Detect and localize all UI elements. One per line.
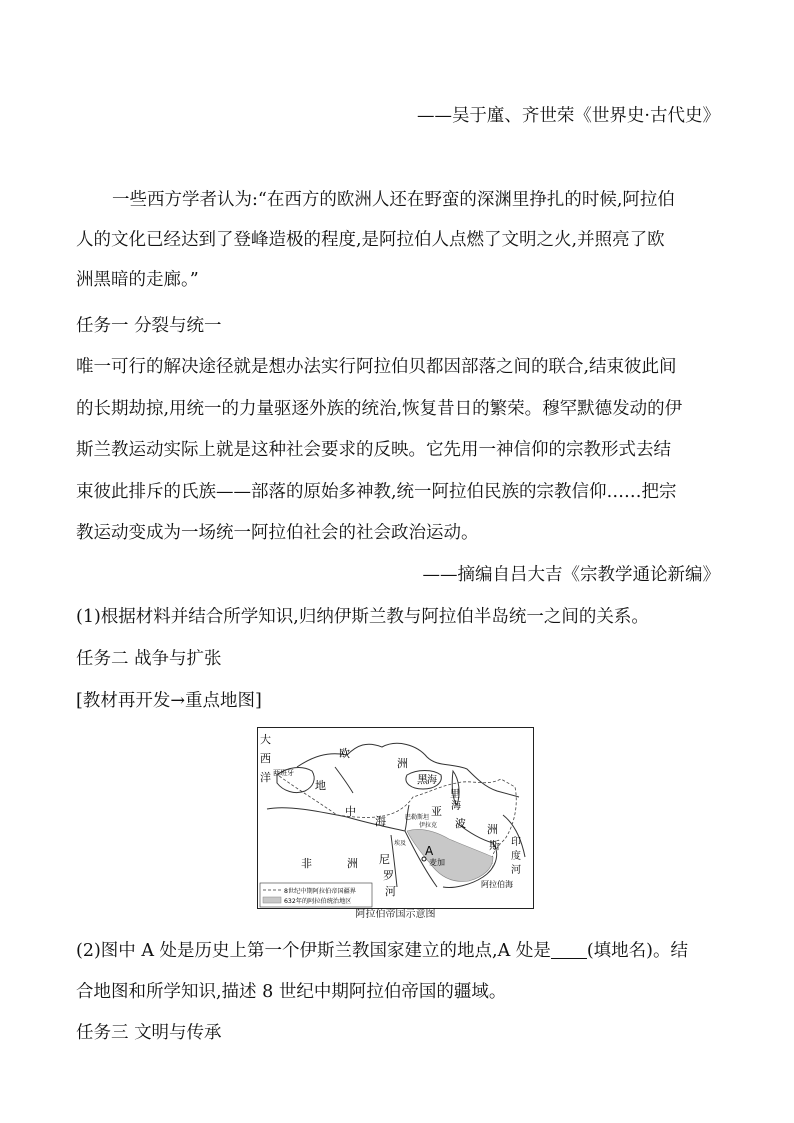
textbook-tag: [教材再开发→重点地图] xyxy=(76,691,262,711)
map-label-zhou1: 洲 xyxy=(397,757,408,770)
map-label-xibanya: 西班牙 xyxy=(273,769,294,777)
map-label-point-a: A xyxy=(425,844,434,858)
paragraph-line: 人的文化已经达到了登峰造极的程度,是阿拉伯人点燃了文明之火,并照亮了欧 xyxy=(76,230,665,250)
paragraph-line: 的长期劫掠,用统一的力量驱逐外族的统治,恢复昔日的繁荣。穆罕默德发动的伊 xyxy=(76,399,683,419)
map-label-luo: 罗 xyxy=(383,869,394,882)
map-label-hai1: 海 xyxy=(375,815,386,828)
paragraph-line: 教运动变成为一场统一阿拉伯社会的社会政治运动。 xyxy=(76,523,479,543)
map-label-yilake: 伊拉克 xyxy=(419,822,438,829)
paragraph-line: 斯兰教运动实际上就是这种社会要求的反映。它先用一神信仰的宗教形式去结 xyxy=(76,440,671,460)
map-label-maijia: 麦加 xyxy=(429,858,445,867)
paragraph-line: 洲黑暗的走廊。” xyxy=(76,270,199,290)
question-2-part1: (2)图中 A 处是历史上第一个伊斯兰教国家建立的地点,A 处是 xyxy=(76,941,551,961)
map-label-aiji: 埃及 xyxy=(394,840,407,847)
question-2-line2: 合地图和所学知识,描述 8 世纪中期阿拉伯帝国的疆域。 xyxy=(76,982,507,1002)
question-1: (1)根据材料并结合所学知识,归纳伊斯兰教与阿拉伯半岛统一之间的关系。 xyxy=(76,607,649,627)
task-title: 任务二 战争与扩张 xyxy=(76,649,222,669)
map-caption: 阿拉伯帝国示意图 xyxy=(355,909,436,920)
map-label-zhou3: 洲 xyxy=(347,857,358,870)
quote-source-2: ——摘编自吕大吉《宗教学通论新编》 xyxy=(422,565,720,585)
arab-empire-map xyxy=(257,727,534,909)
map-label-du: 度 xyxy=(511,851,521,862)
map-label-li: 里 xyxy=(450,789,460,800)
legend-boundary: 8世纪中期阿拉伯帝国疆界 xyxy=(284,888,356,895)
question-2 xyxy=(76,939,720,963)
map-label-hai3: 海 xyxy=(451,801,461,812)
map-label-bo: 波 xyxy=(455,817,466,830)
task-title: 任务一 分裂与统一 xyxy=(76,316,222,336)
map-label-ni: 尼 xyxy=(379,853,390,866)
paragraph-line: 唯一可行的解决途径就是想办法实行阿拉伯贝都因部落之间的联合,结束彼此间 xyxy=(76,357,677,377)
map-label-hai2: 海 xyxy=(427,775,437,786)
map-label-ya: 亚 xyxy=(431,805,442,818)
legend-632-area: 632年的阿拉伯统治地区 xyxy=(284,898,352,905)
paragraph-line: 一些西方学者认为:“在西方的欧洲人还在野蛮的深渊里挣扎的时候,阿拉伯 xyxy=(112,190,675,210)
paragraph-line: 束彼此排斥的氏族——部落的原始多神教,统一阿拉伯民族的宗教信仰……把宗 xyxy=(76,482,677,502)
answer-blank xyxy=(551,940,587,959)
task-title: 任务三 文明与传承 xyxy=(76,1023,222,1043)
map-label-xi: 西 xyxy=(260,752,271,765)
map-label-he1: 河 xyxy=(511,865,521,876)
map-label-ou: 欧 xyxy=(339,747,350,760)
map-label-alabo-sea: 阿拉伯海 xyxy=(481,880,513,889)
map-label-yang: 洋 xyxy=(260,771,271,784)
question-2-part2: (填地名)。结 xyxy=(586,941,688,961)
map-label-hei: 黑 xyxy=(417,773,428,786)
map-label-si: 斯 xyxy=(489,839,500,852)
quote-source-1: ——吴于廑、齐世荣《世界史·古代史》 xyxy=(416,106,720,126)
map-label-yin: 印 xyxy=(511,837,521,848)
map-label-di: 地 xyxy=(315,779,326,792)
map-label-zhou2: 洲 xyxy=(487,823,498,836)
map-label-fei: 非 xyxy=(301,857,312,870)
map-label-baliesitan: 巴勒斯坦 xyxy=(405,814,430,821)
map-label-zhong: 中 xyxy=(345,805,356,818)
map-label-da: 大 xyxy=(260,733,271,746)
map-label-he2: 河 xyxy=(385,885,396,898)
